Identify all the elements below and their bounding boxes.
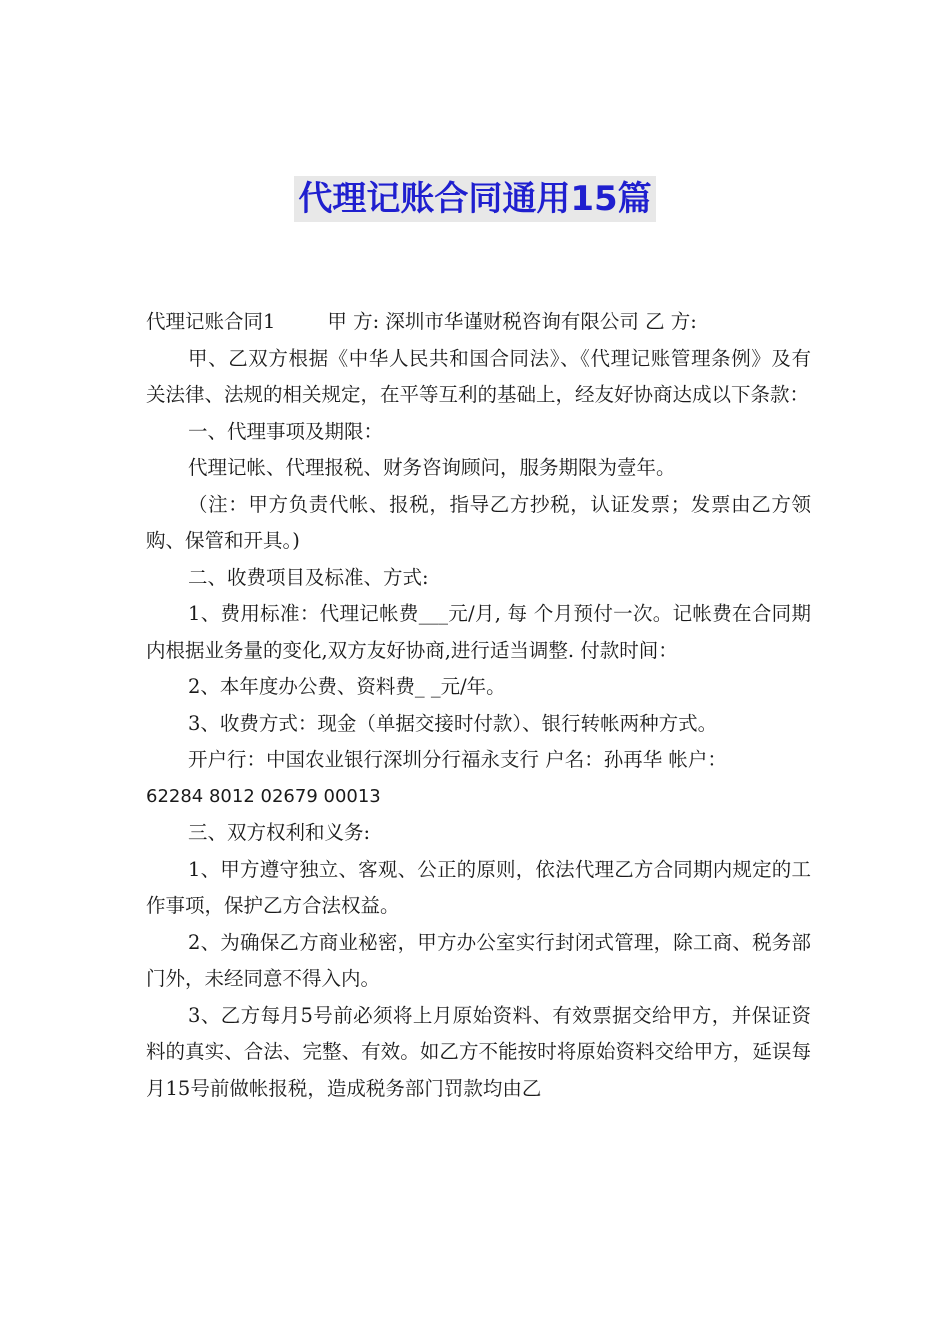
paragraph-office-fee: 2、本年度办公费、资料费_ _元/年。 <box>188 675 506 698</box>
paragraph-service-scope: 代理记帐、代理报税、财务咨询顾问，服务期限为壹年。 <box>188 456 676 479</box>
bank-account-number: 62284 8012 02679 00013 <box>146 785 381 807</box>
section-heading-1: 一、代理事项及期限： <box>188 419 384 443</box>
contract-label: 代理记账合同1 <box>146 310 276 333</box>
paragraph-payment-method: 3、收费方式：现金（单据交接时付款）、银行转帐两种方式。 <box>188 711 718 735</box>
section-heading-3: 三、双方权利和义务: <box>188 821 371 844</box>
section-heading-2: 二、收费项目及标准、方式: <box>188 565 429 589</box>
paragraph-fee-standard: 1、费用标准：代理记帐费___元/月, 每 个月预付一次。记帐费在合同期内根据业务量的变化,双方友好协商,进行适当调整. 付款时间： <box>146 602 811 662</box>
title-wrap <box>0 176 950 222</box>
paragraph-obligation-1: 1、甲方遵守独立、客观、公正的原则，依法代理乙方合同期内规定的工作事项，保护乙方合法权益。 <box>146 857 811 917</box>
document-title: 代理记账合同通用15篇 <box>294 176 655 222</box>
document-body <box>146 304 811 1107</box>
paragraph-bank-info: 开户行：中国农业银行深圳分行福永支行 户名：孙再华 帐户： <box>188 748 727 771</box>
contract-header-line <box>146 304 811 341</box>
paragraph-preamble: 甲、乙双方根据《中华人民共和国合同法》、《代理记账管理条例》及有关法律、法规的相关规定，在平等互利的基础上，经友好协商达成以下条款： <box>146 346 811 406</box>
contract-parties: 甲 方: 深圳市华谨财税咨询有限公司 乙 方: <box>327 310 697 333</box>
paragraph-obligation-3: 3、乙方每月5号前必须将上月原始资料、有效票据交给甲方，并保证资料的真实、合法、完整、有效。如乙方不能按时将原始资料交给甲方，延误每月15号前做帐报税，造成税务部门罚款均由乙 <box>146 1003 811 1100</box>
paragraph-note: （注：甲方负责代帐、报税，指导乙方抄税，认证发票；发票由乙方领购、保管和开具。) <box>146 492 811 552</box>
paragraph-obligation-2: 2、为确保乙方商业秘密，甲方办公室实行封闭式管理，除工商、税务部门外，未经同意不得入内。 <box>146 930 811 990</box>
